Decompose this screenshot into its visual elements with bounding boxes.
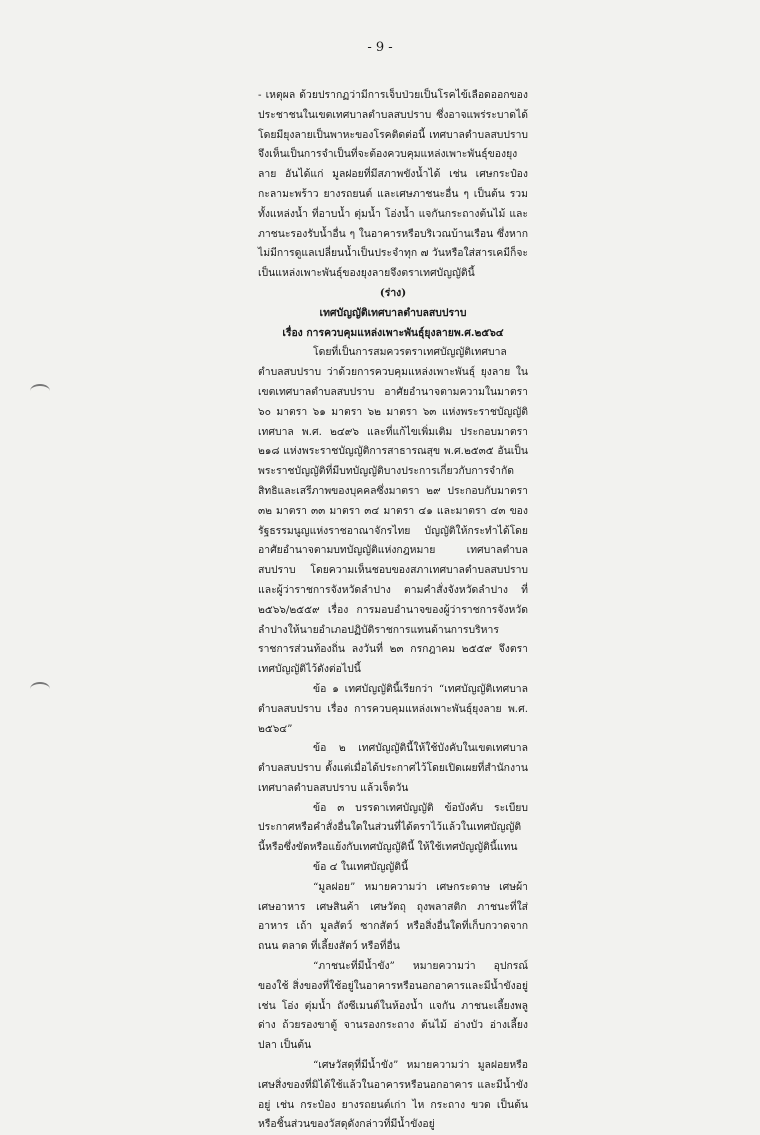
draft-label: (ร่าง) xyxy=(379,286,407,299)
definition-waste-with-water: “เศษวัสดุที่มีน้ำขัง” หมายความว่า มูลฝอยหรือเศษสิ่งของที่มิได้ใช้แล้วในอาคารหรือนอกอาคาร และมีน้ำขังอยู่ เช่น กระป๋อง ยางรถยนต์เก่า ไห กระถาง ขวด เป็นต้น หรือชิ้นส่วนของวัสดุดังกล่าวที่มีน้ำขังอยู่ xyxy=(258,1059,528,1131)
preamble-paragraph: โดยที่เป็นการสมควรตราเทศบัญญัติเทศบาลตำบลสบปราบ ว่าด้วยการควบคุมแหล่งเพาะพันธุ์ ยุงลาย ในเขตเทศบาลตำบลสบปราบ อาศัยอำนาจตามความในมาตรา ๖๐ มาตรา ๖๑ มาตรา ๖๒ มาตรา ๖๓ แห่งพระราชบัญญัติ เทศบาล พ.ศ. ๒๔๙๖ และที่แก้ไขเพิ่มเติม ประกอบมาตรา ๒๑๘ แห่งพระราชบัญญัติการสาธารณสุข พ.ศ.๒๕๓๕ อันเป็นพระราชบัญญัติที่มีบทบัญญัติบางประการเกี่ยวกับการจำกัดสิทธิและเสรีภาพของบุคคลซึ่งมาตรา ๒๙ ประกอบกับมาตรา ๓๒ มาตรา ๓๓ มาตรา ๓๔ มาตรา ๔๑ และมาตรา ๔๓ ของรัฐธรรมนูญแห่งราชอาณาจักรไทย บัญญัติให้กระทำได้โดยอาศัยอำนาจตามบทบัญญัติแห่งกฎหมาย เทศบาลตำบลสบปราบ โดยความเห็นชอบของสภาเทศบาลตำบลสบปราบและผู้ว่าราชการจังหวัดลำปาง ตามคำสั่งจังหวัดลำปาง ที่ ๒๕๖๖/๒๕๕๙ เรื่อง การมอบอำนาจของผู้ว่าราชการจังหวัดลำปางให้นายอำเภอปฏิบัติราชการแทนด้านการบริหารราชการส่วนท้องถิ่น ลงวันที่ ๒๓ กรกฎาคม ๒๕๕๙ จึงตราเทศบัญญัติไว้ดังต่อไปนี้ xyxy=(258,346,528,676)
reason-paragraph: - เหตุผล ด้วยปรากฏว่ามีการเจ็บป่วยเป็นโรคไข้เลือดออกของประชาชนในเขตเทศบาลตำบลสบปราบ ซึ่งอาจแพร่ระบาดได้ โดยมียุงลายเป็นพาหะของโรคติดต่อนี้ เทศบาลตำบลสบปราบจึงเห็นเป็นการจำเป็นที่จะต้องควบคุมแหล่งเพาะพันธุ์ของยุงลาย อันได้แก่ มูลฝอยที่มีสภาพขังน้ำได้ เช่น เศษกระป๋อง กะลามะพร้าว ยางรถยนต์ และเศษภาชนะอื่น ๆ เป็นต้น รวมทั้งแหล่งน้ำ ที่อาบน้ำ ตุ่มน้ำ โอ่งน้ำ แจกันกระถางต้นไม้ และภาชนะรองรับน้ำอื่น ๆ ในอาคารหรือบริเวณบ้านเรือน ซึ่งหากไม่มีการดูแลเปลี่ยนน้ำเป็นประจำทุก ๗ วันหรือใส่สารเคมีก็จะเป็นแหล่งเพาะพันธุ์ของยุงลายจึงตราเทศบัญญัตินี้ xyxy=(258,89,528,280)
page-number: - 9 - xyxy=(367,40,393,55)
clause-4: ข้อ ๔ ในเทศบัญญัตินี้ xyxy=(313,861,409,874)
punch-hole-mark xyxy=(30,682,50,696)
clause-1: ข้อ ๑ เทศบัญญัตินี้เรียกว่า “เทศบัญญัติเทศบาลตำบลสบปราบ เรื่อง การควบคุมแหล่งเพาะพันธุ์ยุงลาย พ.ศ. ๒๕๖๔” xyxy=(258,682,528,735)
clause-2: ข้อ ๒ เทศบัญญัตินี้ให้ใช้บังคับในเขตเทศบาลตำบลสบปราบ ตั้งแต่เมื่อได้ประกาศไว้โดยเปิดเผยที่สำนักงานเทศบาลตำบลสบปราบ แล้วเจ็ดวัน xyxy=(258,742,528,794)
document-title: เทศบัญญัติเทศบาลตำบลสบปราบ xyxy=(319,306,467,319)
clause-3: ข้อ ๓ บรรดาเทศบัญญัติ ข้อบังคับ ระเบียบ ประกาศหรือคำสั่งอื่นใดในส่วนที่ได้ตราไว้แล้วในเทศบัญญัตินี้หรือซึ่งขัดหรือแย้งกับเทศบัญญัตินี้ ให้ใช้เทศบัญญัตินี้แทน xyxy=(258,801,528,854)
document-body xyxy=(258,86,528,1135)
document-subtitle: เรื่อง การควบคุมแหล่งเพาะพันธุ์ยุงลายพ.ศ.๒๕๖๔ xyxy=(282,326,504,339)
definition-garbage: “มูลฝอย” หมายความว่า เศษกระดาษ เศษผ้า เศษอาหาร เศษสินค้า เศษวัตถุ ถุงพลาสติก ภาชนะที่ใส่อาหาร เถ้า มูลสัตว์ ซากสัตว์ หรือสิ่งอื่นใดที่เก็บกวาดจากถนน ตลาด ที่เลี้ยงสัตว์ หรือที่อื่น xyxy=(258,880,528,953)
punch-hole-mark xyxy=(30,384,50,398)
definition-water-container: “ภาชนะที่มีน้ำขัง” หมายความว่า อุปกรณ์ ของใช้ สิ่งของที่ใช้อยู่ในอาคารหรือนอกอาคารและมีน้ำขังอยู่ เช่น โอ่ง ตุ่มน้ำ ถังซีเมนต์ในห้องน้ำ แจกัน ภาชนะเลี้ยงพลูด่าง ถ้วยรองขาตู้ จานรองกระถาง ต้นไม้ อ่างบัว อ่างเลี้ยงปลา เป็นต้น xyxy=(258,960,528,1052)
